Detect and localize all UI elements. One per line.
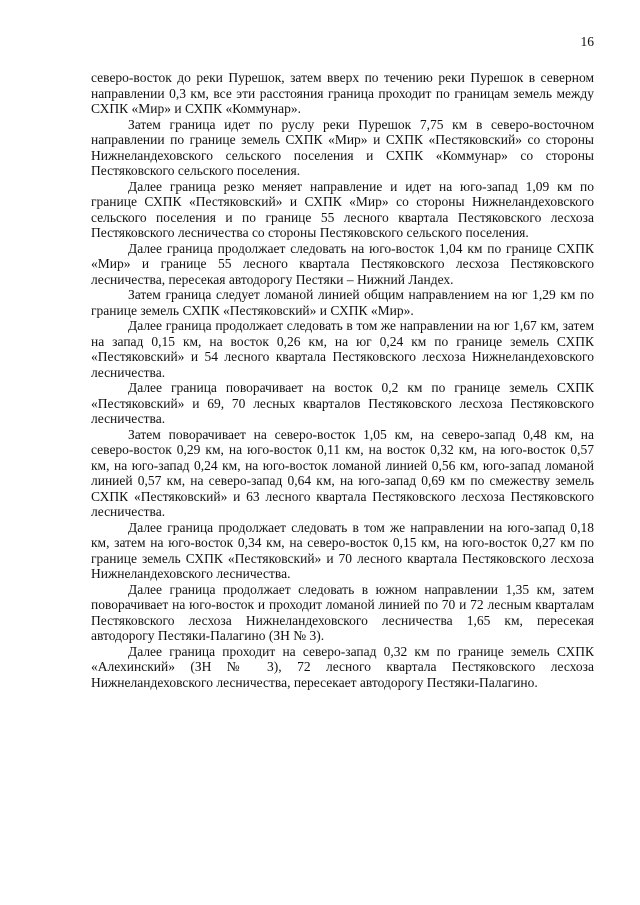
paragraph-2: Затем граница идет по руслу реки Пурешок 7,75 км в северо-восточном направлении по границе земель СХПК «Мир» и СХПК «Пестяковский» со стороны Нижнеландеховского сельского поселения и СХПК «Коммунар» со стороны Пестяковского сельского поселения. — [91, 116, 594, 178]
paragraph-1: северо-восток до реки Пурешок, затем вверх по течению реки Пурешок в северном направлении 0,3 км, все эти расстояния граница проходит по границам земель между СХПК «Мир» и СХПК «Коммунар». — [91, 70, 594, 116]
page-number: 16 — [580, 34, 594, 49]
paragraph-3: Далее граница резко меняет направление и идет на юго-запад 1,09 км по границе СХПК «Пестяковский» и СХПК «Мир» со стороны Нижнеландеховского сельского поселения и по границе 55 лесного квартала Пестяковского лесхоза Пестяковского лесничества со стороны Пестяковского сельского поселения. — [91, 178, 594, 240]
document-body — [91, 70, 594, 690]
paragraph-10: Далее граница продолжает следовать в южном направлении 1,35 км, затем поворачивает на юго-восток и проходит ломаной линией по 70 и 72 лесным кварталам Пестяковского лесхоза Нижнеландеховского лесничества 1,65 км, пересекая автодорогу Пестяки-Палагино (ЗН № 3). — [91, 581, 594, 643]
paragraph-8: Затем поворачивает на северо-восток 1,05 км, на северо-запад 0,48 км, на северо-восток 0,29 км, на юго-восток 0,11 км, на восток 0,32 км, на юго-восток 0,57 км, на юго-запад 0,24 км, на юго-восток ломаной линией 0,56 км, юго-запад ломаной линией 0,57 км, на северо-запад 0,64 км, на юго-запад 0,69 км по смежеству земель СХПК «Пестяковский» и 63 лесного квартала Пестяковского лесхоза Пестяковского лесничества. — [91, 426, 594, 519]
paragraph-4: Далее граница продолжает следовать на юго-восток 1,04 км по границе СХПК «Мир» и границе 55 лесного квартала Пестяковского лесхоза Пестяковского лесничества, пересекая автодорогу Пестяки – Нижний Ландех. — [91, 240, 594, 287]
paragraph-7: Далее граница поворачивает на восток 0,2 км по границе земель СХПК «Пестяковский» и 69, 70 лесных кварталов Пестяковского лесхоза Пестяковского лесничества. — [91, 380, 594, 426]
paragraph-9: Далее граница продолжает следовать в том же направлении на юго-запад 0,18 км, затем на юго-восток 0,34 км, на северо-восток 0,15 км, на юго-восток 0,27 км по границе земель СХПК «Пестяковский» и 70 лесного квартала Пестяковского лесхоза Нижнеландеховского лесничества. — [91, 519, 594, 581]
paragraph-5: Затем граница следует ломаной линией общим направлением на юг 1,29 км по границе земель СХПК «Пестяковский» и СХПК «Мир». — [91, 287, 594, 318]
paragraph-11: Далее граница проходит на северо-запад 0,32 км по границе земель СХПК «Алехинский» (ЗН № 3), 72 лесного квартала Пестяковского лесхоза Нижнеландеховского лесничества, пересекает автодорогу Пестяки-Палагино. — [91, 643, 594, 690]
paragraph-6: Далее граница продолжает следовать в том же направлении на юг 1,67 км, затем на запад 0,15 км, на восток 0,26 км, на юг 0,24 км по границе земель СХПК «Пестяковский» и 54 лесного квартала Пестяковского лесхоза Нижнеландеховского лесничества. — [91, 318, 594, 380]
